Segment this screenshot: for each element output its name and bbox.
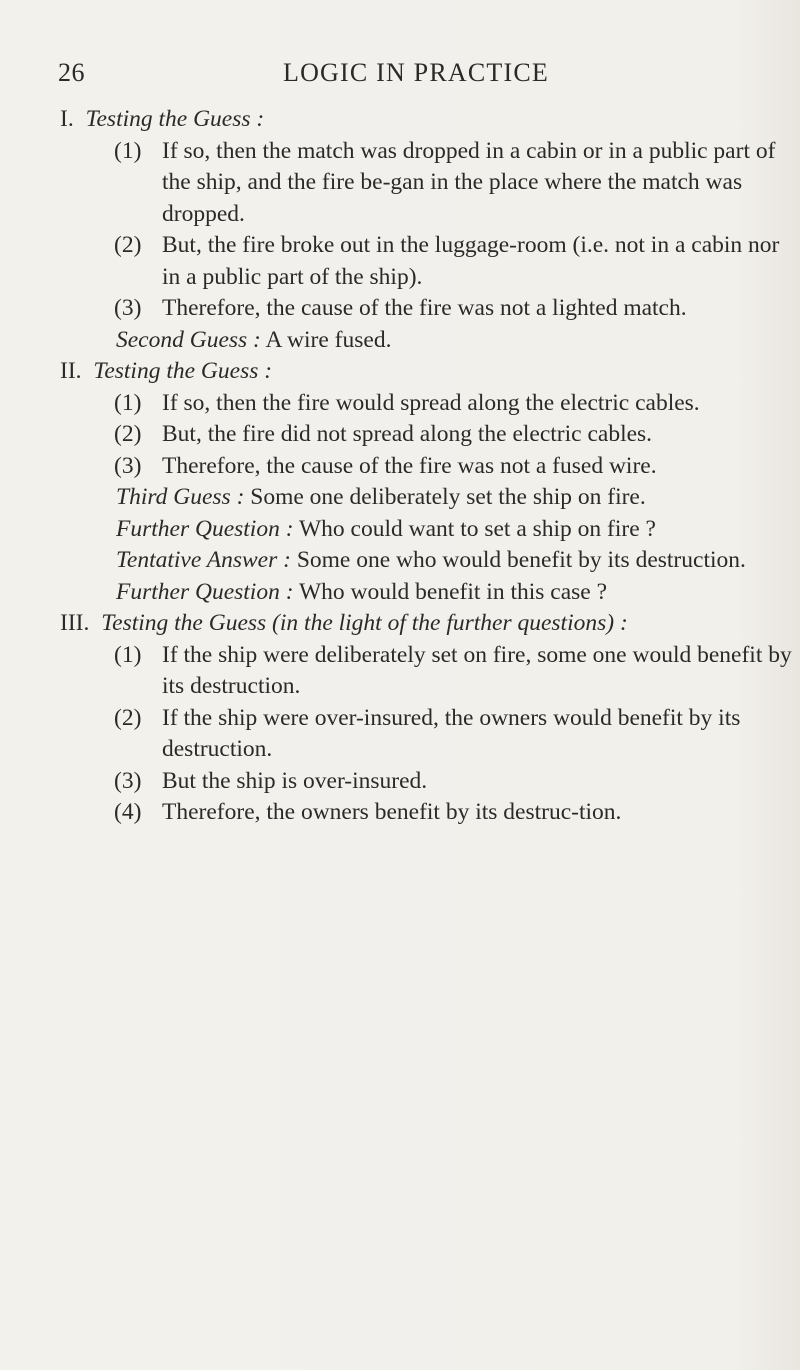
- page-number: 26: [58, 58, 85, 87]
- list-item: [68, 419, 800, 451]
- section-heading: [60, 356, 768, 388]
- item-number: (4): [114, 799, 142, 825]
- section-heading-qualifier: in the light of the further questions: [279, 610, 607, 636]
- item-number: (3): [114, 295, 142, 321]
- list-item: [68, 293, 800, 325]
- list-item: [68, 451, 800, 483]
- list-item: [68, 230, 800, 293]
- guess-label: Second Guess :: [116, 326, 261, 353]
- list-item: [68, 388, 800, 420]
- guess-line: [68, 325, 768, 357]
- item-number: (2): [114, 421, 142, 447]
- section-heading: [60, 608, 764, 640]
- item-text: But, the fire did not spread along the electric cables.: [162, 421, 653, 447]
- item-text: But the ship is over-insured.: [162, 767, 428, 794]
- question-text: Who could want to set a ship on fire ?: [299, 515, 656, 542]
- guess-line: [68, 482, 800, 514]
- section-numeral: I.: [60, 106, 74, 132]
- item-number: (3): [114, 452, 142, 479]
- item-text: If so, then the fire would spread along the electric cables.: [162, 389, 700, 416]
- answer-label: Tentative Answer :: [116, 547, 291, 573]
- item-number: (2): [114, 232, 142, 258]
- guess-text: Some one deliberately set the ship on fire.: [250, 484, 646, 510]
- answer-text: Some one who would benefit by its destruction.: [296, 547, 746, 573]
- guess-label: Third Guess :: [116, 484, 245, 510]
- list-item: [68, 797, 800, 829]
- section-heading-text: Testing the Guess :: [85, 106, 265, 132]
- tentative-answer: [68, 545, 800, 577]
- running-head: LOGIC IN PRACTICE: [283, 58, 549, 87]
- item-number: (1): [114, 137, 142, 164]
- question-text: Who would benefit in this case ?: [299, 578, 608, 605]
- guess-text: A wire fused.: [265, 326, 392, 353]
- list-item: [68, 766, 800, 798]
- section-heading-text: Testing the Guess (: [101, 610, 280, 636]
- further-question: [68, 514, 800, 546]
- item-text: Therefore, the cause of the fire was not a fused wire.: [162, 452, 657, 479]
- list-item: [68, 703, 800, 766]
- item-text: If the ship were over-insured, the owners would benefit by its destruction.: [162, 704, 741, 762]
- item-text: Therefore, the cause of the fire was not a lighted match.: [162, 295, 687, 321]
- question-label: Further Question :: [116, 515, 294, 542]
- section-numeral: III.: [60, 610, 90, 636]
- section-numeral: II.: [60, 358, 82, 384]
- list-item: [68, 640, 800, 703]
- item-text: But, the fire broke out in the luggage-room (i.e. not in a cabin nor in a public part of the ship).: [162, 232, 780, 290]
- page-header: [58, 58, 730, 98]
- page-body: [60, 104, 792, 829]
- item-number: (2): [114, 704, 142, 731]
- item-number: (3): [114, 767, 142, 794]
- item-text: Therefore, the owners benefit by its destruc-tion.: [162, 799, 622, 825]
- item-text: If so, then the match was dropped in a cabin or in a public part of the ship, and the fire be-gan in the place where the match was dropped.: [162, 137, 776, 227]
- item-number: (1): [114, 389, 142, 416]
- section-heading-text: Testing the Guess :: [93, 358, 273, 384]
- section-heading-end: ) :: [606, 610, 628, 636]
- item-number: (1): [114, 641, 142, 668]
- item-text: If the ship were deliberately set on fire, some one would benefit by its destruction.: [162, 641, 792, 699]
- question-label: Further Question :: [116, 578, 294, 605]
- further-question: [68, 577, 800, 609]
- list-item: [68, 136, 800, 231]
- section-heading: [60, 104, 768, 136]
